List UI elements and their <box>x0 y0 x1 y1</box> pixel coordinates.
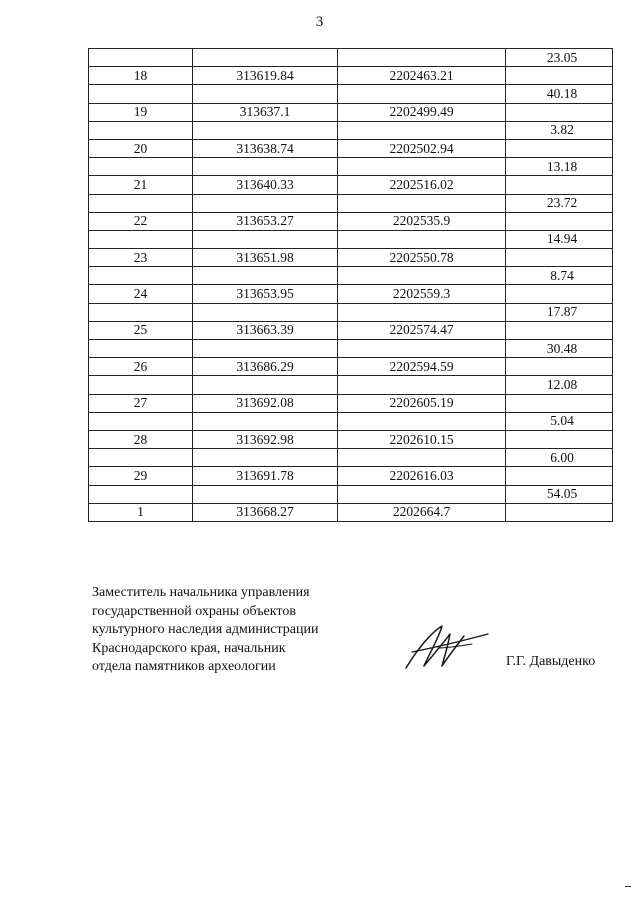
table-row <box>89 67 613 85</box>
table-row <box>89 249 613 267</box>
point-cell: 19 <box>89 103 193 121</box>
point-cell <box>89 485 193 503</box>
x-coordinate-cell <box>193 85 338 103</box>
distance-cell: 14.94 <box>506 230 613 248</box>
point-cell: 27 <box>89 394 193 412</box>
x-coordinate-cell <box>193 49 338 67</box>
coordinates-table <box>88 48 613 522</box>
signature-title-line-3: культурного наследия администрации <box>92 622 319 637</box>
x-coordinate-cell: 313663.39 <box>193 321 338 339</box>
point-cell <box>89 85 193 103</box>
x-coordinate-cell: 313653.27 <box>193 212 338 230</box>
table-row <box>89 394 613 412</box>
x-coordinate-cell: 313653.95 <box>193 285 338 303</box>
x-coordinate-cell <box>193 230 338 248</box>
y-coordinate-cell <box>338 412 506 430</box>
table-row <box>89 467 613 485</box>
y-coordinate-cell: 2202499.49 <box>338 103 506 121</box>
signature-title-line-4: Краснодарского края, начальник <box>92 640 286 656</box>
x-coordinate-cell <box>193 449 338 467</box>
x-coordinate-cell: 313692.98 <box>193 430 338 448</box>
point-cell: 20 <box>89 139 193 157</box>
table-row <box>89 158 613 176</box>
table-row <box>89 194 613 212</box>
table-row <box>89 267 613 285</box>
distance-cell: 3.82 <box>506 121 613 139</box>
distance-cell <box>506 176 613 194</box>
signature-title-line-5: отдела памятников археологии <box>92 659 276 674</box>
y-coordinate-cell: 2202664.7 <box>338 503 506 521</box>
point-cell: 21 <box>89 176 193 194</box>
distance-cell <box>506 67 613 85</box>
distance-cell <box>506 430 613 448</box>
table-row <box>89 139 613 157</box>
y-coordinate-cell <box>338 267 506 285</box>
distance-cell: 12.08 <box>506 376 613 394</box>
distance-cell: 23.72 <box>506 194 613 212</box>
y-coordinate-cell: 2202616.03 <box>338 467 506 485</box>
x-coordinate-cell: 313692.08 <box>193 394 338 412</box>
point-cell: 29 <box>89 467 193 485</box>
x-coordinate-cell <box>193 412 338 430</box>
y-coordinate-cell: 2202574.47 <box>338 321 506 339</box>
table-row <box>89 449 613 467</box>
table-row <box>89 430 613 448</box>
distance-cell <box>506 467 613 485</box>
table-row <box>89 485 613 503</box>
y-coordinate-cell <box>338 121 506 139</box>
table-row <box>89 303 613 321</box>
distance-cell: 30.48 <box>506 340 613 358</box>
point-cell <box>89 194 193 212</box>
distance-cell <box>506 285 613 303</box>
y-coordinate-cell <box>338 485 506 503</box>
point-cell: 22 <box>89 212 193 230</box>
x-coordinate-cell <box>193 340 338 358</box>
distance-cell: 5.04 <box>506 412 613 430</box>
point-cell: 25 <box>89 321 193 339</box>
distance-cell: 17.87 <box>506 303 613 321</box>
point-cell: 1 <box>89 503 193 521</box>
point-cell: 24 <box>89 285 193 303</box>
point-cell <box>89 449 193 467</box>
page-number: 3 <box>315 14 324 30</box>
y-coordinate-cell: 2202594.59 <box>338 358 506 376</box>
point-cell: 28 <box>89 430 193 448</box>
table-row <box>89 503 613 521</box>
y-coordinate-cell <box>338 449 506 467</box>
x-coordinate-cell <box>193 158 338 176</box>
table-row <box>89 212 613 230</box>
distance-cell <box>506 103 613 121</box>
distance-cell <box>506 139 613 157</box>
coordinates-table-body <box>89 49 613 522</box>
x-coordinate-cell <box>193 121 338 139</box>
signature-title-line-2: государственной охраны объектов <box>92 603 296 619</box>
point-cell <box>89 158 193 176</box>
table-row <box>89 230 613 248</box>
table-row <box>89 85 613 103</box>
y-coordinate-cell <box>338 340 506 358</box>
x-coordinate-cell <box>193 303 338 321</box>
point-cell <box>89 267 193 285</box>
y-coordinate-cell <box>338 194 506 212</box>
distance-cell <box>506 503 613 521</box>
distance-cell <box>506 358 613 376</box>
table-row <box>89 358 613 376</box>
y-coordinate-cell <box>338 85 506 103</box>
x-coordinate-cell <box>193 376 338 394</box>
distance-cell <box>506 321 613 339</box>
point-cell: 23 <box>89 249 193 267</box>
scan-edge-mark <box>625 886 631 887</box>
x-coordinate-cell <box>193 485 338 503</box>
table-row <box>89 321 613 339</box>
x-coordinate-cell: 313668.27 <box>193 503 338 521</box>
point-cell: 18 <box>89 67 193 85</box>
signature-title-line-1: Заместитель начальника управления <box>92 585 310 600</box>
point-cell: 26 <box>89 358 193 376</box>
y-coordinate-cell <box>338 303 506 321</box>
y-coordinate-cell <box>338 230 506 248</box>
point-cell <box>89 230 193 248</box>
y-coordinate-cell: 2202516.02 <box>338 176 506 194</box>
distance-cell: 54.05 <box>506 485 613 503</box>
distance-cell <box>506 249 613 267</box>
table-row <box>89 176 613 194</box>
x-coordinate-cell <box>193 194 338 212</box>
distance-cell <box>506 212 613 230</box>
distance-cell: 13.18 <box>506 158 613 176</box>
table-row <box>89 121 613 139</box>
signature-block <box>92 584 319 677</box>
distance-cell: 6.00 <box>506 449 613 467</box>
y-coordinate-cell: 2202605.19 <box>338 394 506 412</box>
y-coordinate-cell: 2202502.94 <box>338 139 506 157</box>
x-coordinate-cell <box>193 267 338 285</box>
point-cell <box>89 340 193 358</box>
y-coordinate-cell <box>338 376 506 394</box>
y-coordinate-cell: 2202559.3 <box>338 285 506 303</box>
table-row <box>89 285 613 303</box>
y-coordinate-cell: 2202550.78 <box>338 249 506 267</box>
point-cell <box>89 412 193 430</box>
distance-cell: 40.18 <box>506 85 613 103</box>
x-coordinate-cell: 313619.84 <box>193 67 338 85</box>
x-coordinate-cell: 313640.33 <box>193 176 338 194</box>
x-coordinate-cell: 313638.74 <box>193 139 338 157</box>
x-coordinate-cell: 313691.78 <box>193 467 338 485</box>
y-coordinate-cell: 2202535.9 <box>338 212 506 230</box>
point-cell <box>89 376 193 394</box>
distance-cell <box>506 394 613 412</box>
x-coordinate-cell: 313686.29 <box>193 358 338 376</box>
handwritten-signature <box>398 618 494 674</box>
distance-cell: 8.74 <box>506 267 613 285</box>
signer-name: Г.Г. Давыденко <box>506 654 596 669</box>
table-row <box>89 412 613 430</box>
x-coordinate-cell: 313637.1 <box>193 103 338 121</box>
table-row <box>89 49 613 67</box>
table-row <box>89 103 613 121</box>
distance-cell: 23.05 <box>506 49 613 67</box>
y-coordinate-cell <box>338 49 506 67</box>
y-coordinate-cell <box>338 158 506 176</box>
point-cell <box>89 49 193 67</box>
x-coordinate-cell: 313651.98 <box>193 249 338 267</box>
table-row <box>89 340 613 358</box>
y-coordinate-cell: 2202463.21 <box>338 67 506 85</box>
point-cell <box>89 121 193 139</box>
point-cell <box>89 303 193 321</box>
table-row <box>89 376 613 394</box>
y-coordinate-cell: 2202610.15 <box>338 430 506 448</box>
